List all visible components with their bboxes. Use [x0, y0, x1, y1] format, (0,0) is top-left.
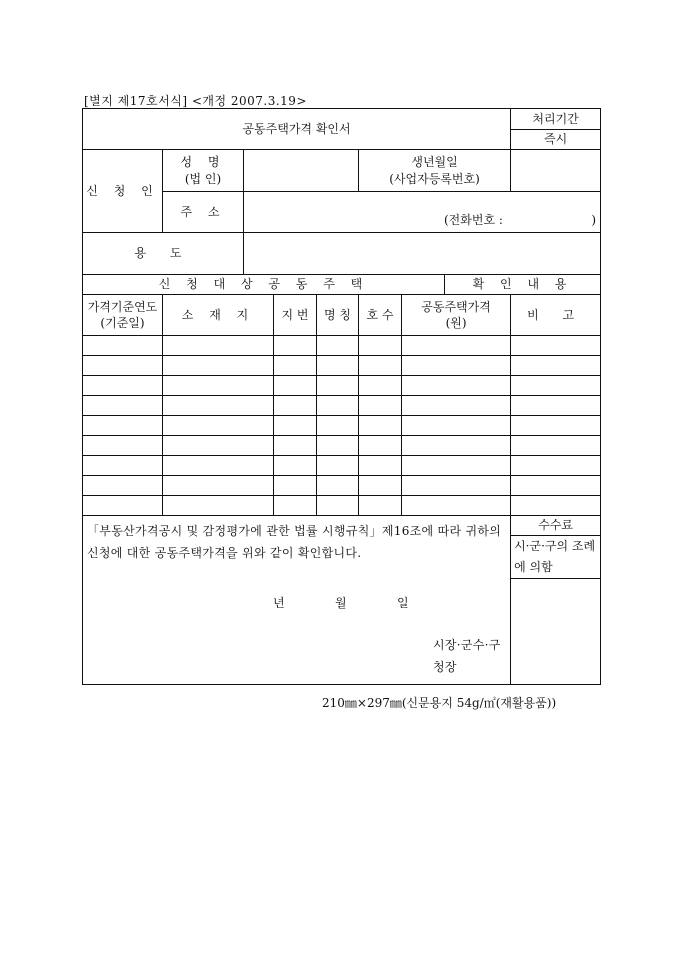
cell[interactable]: [511, 436, 601, 456]
cell[interactable]: [274, 496, 317, 516]
cell[interactable]: [402, 336, 511, 356]
table-row: [83, 436, 601, 456]
cell[interactable]: [274, 416, 317, 436]
birth-label: [359, 150, 511, 192]
table-row: [83, 396, 601, 416]
cell[interactable]: [83, 416, 163, 436]
confirmation-form: [82, 108, 601, 685]
birth-label-line1: 생년월일: [411, 155, 458, 170]
col-year-line2: (기준일): [100, 316, 145, 330]
cell[interactable]: [317, 376, 359, 396]
col-price-line2: (원): [445, 316, 467, 330]
cell[interactable]: [163, 396, 274, 416]
table-row: [83, 356, 601, 376]
cell[interactable]: [402, 436, 511, 456]
cell[interactable]: [83, 436, 163, 456]
target-section-label: 신 청 대 상 공 동 주 택: [83, 275, 445, 295]
cell[interactable]: [511, 336, 601, 356]
col-year: [83, 295, 163, 336]
processing-period-value: 즉시: [511, 130, 601, 150]
processing-period-label: 처리기간: [511, 109, 601, 130]
cell[interactable]: [317, 416, 359, 436]
cell[interactable]: [274, 376, 317, 396]
table-row: [83, 476, 601, 496]
confirm-section-label: 확 인 내 용: [445, 275, 601, 295]
cell[interactable]: [163, 356, 274, 376]
cell[interactable]: [359, 416, 402, 436]
cell[interactable]: [359, 336, 402, 356]
col-name: 명 칭: [317, 295, 359, 336]
date-year: 년: [273, 596, 285, 610]
cell[interactable]: [83, 476, 163, 496]
cell[interactable]: [163, 456, 274, 476]
col-lot: 지 번: [274, 295, 317, 336]
col-price-line1: 공동주택가격: [421, 299, 491, 314]
cell[interactable]: [163, 476, 274, 496]
col-location: 소 재 지: [163, 295, 274, 336]
cell[interactable]: [511, 396, 601, 416]
fee-value: 시·군·구의 조례에 의함: [511, 536, 601, 579]
cell[interactable]: [274, 456, 317, 476]
cell[interactable]: [359, 396, 402, 416]
birth-label-line2: (사업자등록번호): [389, 171, 480, 186]
cell[interactable]: [402, 376, 511, 396]
name-label-line2: (법 인): [184, 171, 222, 186]
usage-label: 용 도: [83, 233, 244, 275]
cell[interactable]: [163, 496, 274, 516]
col-price: [402, 295, 511, 336]
col-remarks: 비 고: [511, 295, 601, 336]
usage-field[interactable]: [244, 233, 601, 275]
fee-label: 수수료: [511, 516, 601, 536]
cell[interactable]: [359, 496, 402, 516]
cell[interactable]: [83, 496, 163, 516]
date-day: 일: [397, 596, 409, 610]
cell[interactable]: [317, 356, 359, 376]
signature-line: [87, 634, 506, 674]
cell[interactable]: [511, 496, 601, 516]
fee-blank: [511, 579, 601, 685]
cell[interactable]: [359, 456, 402, 476]
cell[interactable]: [511, 456, 601, 476]
cell[interactable]: [511, 356, 601, 376]
date-month: 월: [335, 596, 347, 610]
cell[interactable]: [83, 396, 163, 416]
address-field[interactable]: [244, 192, 601, 233]
cell[interactable]: [402, 396, 511, 416]
cell[interactable]: [163, 436, 274, 456]
cell[interactable]: [359, 376, 402, 396]
name-label: [163, 150, 244, 192]
name-label-line1: 성 명: [180, 155, 226, 170]
cell[interactable]: [317, 336, 359, 356]
cell[interactable]: [359, 436, 402, 456]
cell[interactable]: [402, 496, 511, 516]
cell[interactable]: [83, 356, 163, 376]
cell[interactable]: [163, 336, 274, 356]
cell[interactable]: [317, 436, 359, 456]
cell[interactable]: [83, 336, 163, 356]
cell[interactable]: [83, 456, 163, 476]
cell[interactable]: [402, 416, 511, 436]
form-title: 공동주택가격 확인서: [83, 109, 511, 150]
date-line: [87, 592, 506, 610]
cell[interactable]: [317, 496, 359, 516]
table-row: [83, 336, 601, 356]
col-year-line1: 가격기준연도: [87, 299, 158, 314]
cell[interactable]: [274, 476, 317, 496]
signature-official: 시장·군수·구청장: [433, 638, 501, 674]
cell[interactable]: [402, 356, 511, 376]
cell[interactable]: [402, 456, 511, 476]
phone-close: ): [591, 212, 597, 227]
cell[interactable]: [511, 376, 601, 396]
paper-spec-footer: 210㎜×297㎜(신문용지 54g/㎡(재활용품)): [322, 696, 557, 710]
notice-text: 「부동산가격공시 및 감정평가에 관한 법률 시행규칙」제16조에 따라 귀하의 신청에 대한 공동주택가격을 위와 같이 확인합니다.: [87, 524, 502, 560]
cell[interactable]: [163, 416, 274, 436]
col-unit: 호 수: [359, 295, 402, 336]
notice-block: [83, 516, 511, 685]
cell[interactable]: [163, 376, 274, 396]
cell[interactable]: [402, 476, 511, 496]
address-label: 주 소: [163, 192, 244, 233]
table-row: [83, 456, 601, 476]
applicant-section-label: 신 청 인: [83, 150, 163, 233]
form-number-header: [별지 제17호서식] <개정 2007.3.19>: [84, 94, 307, 108]
birth-field[interactable]: [511, 150, 601, 192]
phone-label: (전화번호 :: [444, 212, 503, 227]
cell[interactable]: [317, 456, 359, 476]
cell[interactable]: [359, 476, 402, 496]
cell[interactable]: [511, 416, 601, 436]
cell[interactable]: [317, 396, 359, 416]
table-row: [83, 416, 601, 436]
cell[interactable]: [511, 476, 601, 496]
cell[interactable]: [274, 396, 317, 416]
cell[interactable]: [83, 376, 163, 396]
cell[interactable]: [274, 436, 317, 456]
cell[interactable]: [359, 356, 402, 376]
cell[interactable]: [274, 356, 317, 376]
cell[interactable]: [317, 476, 359, 496]
table-row: [83, 376, 601, 396]
table-row: [83, 496, 601, 516]
name-field[interactable]: [244, 150, 359, 192]
cell[interactable]: [274, 336, 317, 356]
